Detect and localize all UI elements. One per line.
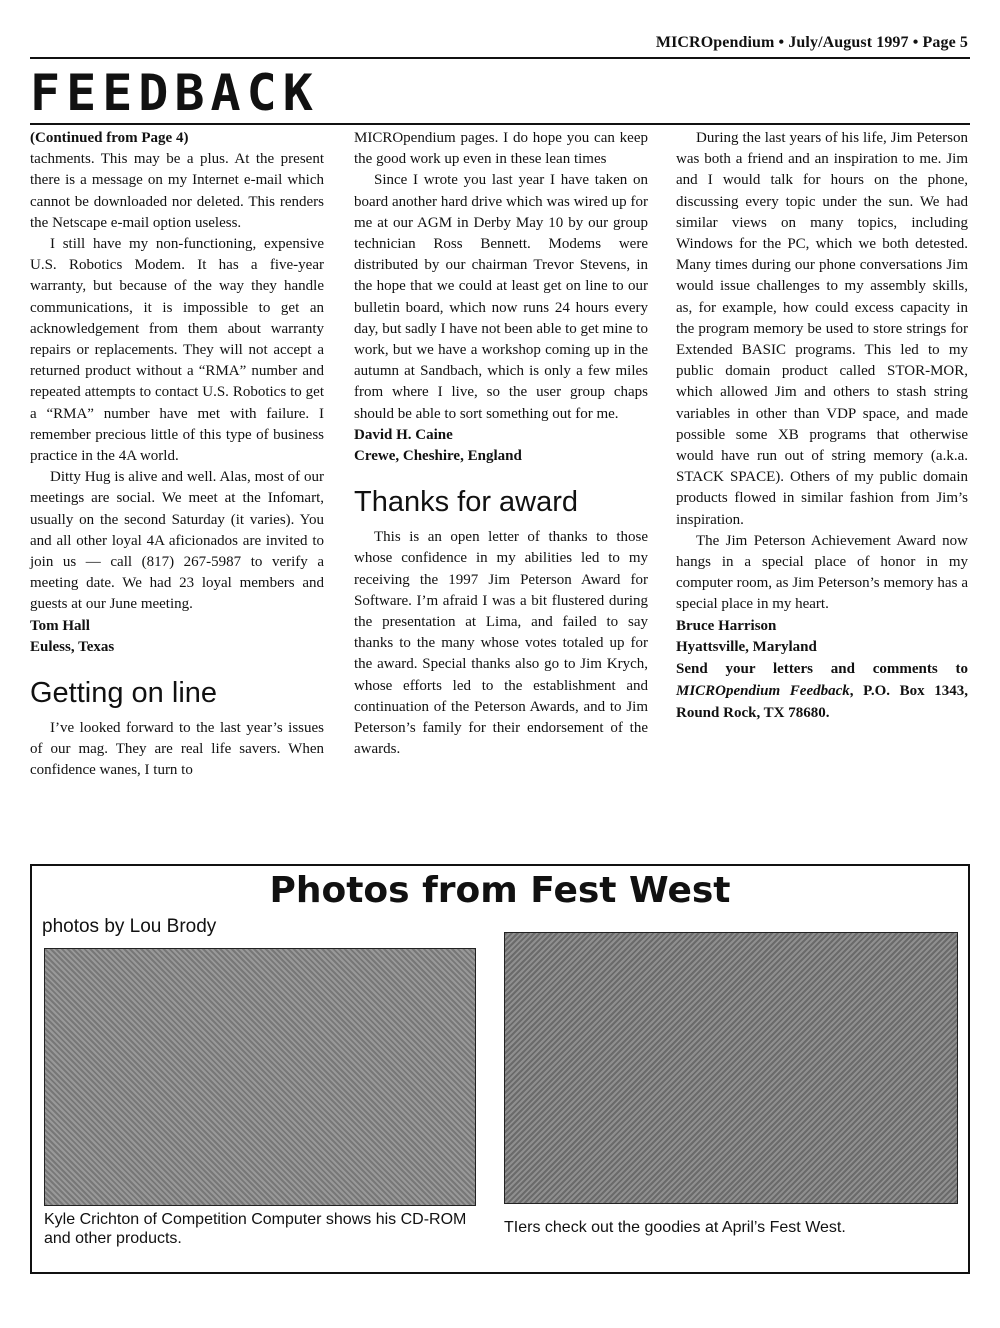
signature-name: Bruce Harrison — [676, 617, 777, 634]
photo-section — [30, 864, 970, 1274]
paragraph: The Jim Peterson Achievement Award now hangs in a special place of honor in my computer room, as Jim Peterson’s memory has a special place in my heart. — [676, 532, 968, 613]
paragraph: I’ve looked forward to the last year’s issues of our mag. They are real life savers. When confidence wanes, I turn to — [30, 720, 324, 779]
headline: Getting on line — [30, 677, 218, 710]
paragraph: Ditty Hug is alive and well. Alas, most of our meetings are social. We meet at the Infomart, usually on the second Saturday (it varies). You and all other loyal 4A aficionados are invited to join us — call (817) 267-5987 to verify a meeting date. We had 23 loyal members and guests at our June meeting. — [30, 469, 324, 613]
signature-name: David H. Caine — [354, 426, 453, 443]
signature-place: Euless, Texas — [30, 638, 115, 655]
running-head: MICROpendium • July/August 1997 • Page 5 — [655, 34, 968, 51]
photo-caption-2: TIers check out the goodies at April’s Fest West. — [504, 1219, 846, 1236]
paragraph: During the last years of his life, Jim Peterson was both a friend and an inspiration to me. Jim and I would talk for hours on the phone, discussing every topic under the sun. We had similar views on many topics, including Windows for the PC, which we both detested. Many times during our phone conversations Jim would issue challenges to my assembly skills, as, for example, how could excess capacity in the program memory be used to store strings for Extended BASIC programs. This led to my public domain product called STOR-MOR, which allowed Jim and others to stash string variables in other than VDP space, and made possible some XB programs that otherwise would have run out of string memory (a.k.a. STACK SPACE). Others of my public domain products flowed in similar fashion from Jim’s inspiration. — [676, 130, 968, 528]
photo-tables — [504, 932, 958, 1204]
notice-publication: MICROpendium Feedback — [676, 683, 850, 700]
signature-place: Crewe, Cheshire, England — [354, 448, 522, 465]
continued-line: (Continued from Page 4) — [30, 130, 189, 146]
paragraph: I still have my non-functioning, expensive U.S. Robotics Modem. It has a five-year warranty, but because of the way they handle communications, it is impossible to get an acknowledgement from them about warranty repairs or replacements. They will not accept a returned product without a “RMA” number and repeated attempts to contact U.S. Robotics to get a “RMA” number have met with failure. I remember precious little of this type of business practice in the 4A world. — [30, 236, 324, 465]
section-masthead: FEEDBACK — [30, 64, 319, 122]
submission-notice — [676, 658, 968, 724]
photo-booth — [44, 948, 476, 1206]
header-rule — [30, 57, 970, 59]
paragraph: This is an open letter of thanks to those whose confidence in my abilities led to my receiving the 1997 Jim Peterson Award for Software. I’m afraid I was a bit flustered during the presentation at Lima, and failed to say thanks to the many whose votes totaled up for the award. Special thanks also go to Jim Krych, whose efforts led to the establishment and continuation of the Peterson Awards, and to Jim Peterson’s family for their endorsement of the awards. — [354, 529, 648, 758]
paragraph: MICROpendium pages. I do hope you can keep the good work up even in these lean times — [354, 130, 648, 168]
masthead-rule — [30, 123, 970, 125]
paragraph: tachments. This may be a plus. At the present there is a message on my Internet e-mail which cannot be downloaded nor deleted. This renders the Netscape e-mail option useless. — [30, 151, 324, 231]
photo-section-title: Photos from Fest West — [269, 870, 731, 911]
signature-place: Hyattsville, Maryland — [676, 638, 817, 655]
notice-address: , P.O. Box 1343, Round Rock, TX 78680. — [676, 683, 968, 722]
headline: Thanks for award — [354, 486, 579, 519]
photo-credit: photos by Lou Brody — [42, 916, 217, 937]
column-1 — [30, 128, 324, 782]
signature-name: Tom Hall — [30, 617, 90, 634]
notice-text: Send your letters and comments to — [676, 661, 968, 678]
column-2 — [354, 128, 648, 760]
column-3 — [676, 128, 968, 724]
photo-caption-1: Kyle Crichton of Competition Computer shows his CD-ROM and other products. — [44, 1211, 467, 1247]
paragraph: Since I wrote you last year I have taken on board another hard drive which was wired up for me at our AGM in Derby May 10 by our group technician Ross Bennett. Modems were distributed by our chairman Trevor Stevens, in the hope that we could at least get on line to our bulletin board, which now runs 24 hours every day, but sadly I have not been able to get mine to work, but we have a workshop coming up in the autumn at Sandbach, which is only a few miles from where I live, so the user group chaps should be able to sort something out for me. — [354, 172, 648, 422]
